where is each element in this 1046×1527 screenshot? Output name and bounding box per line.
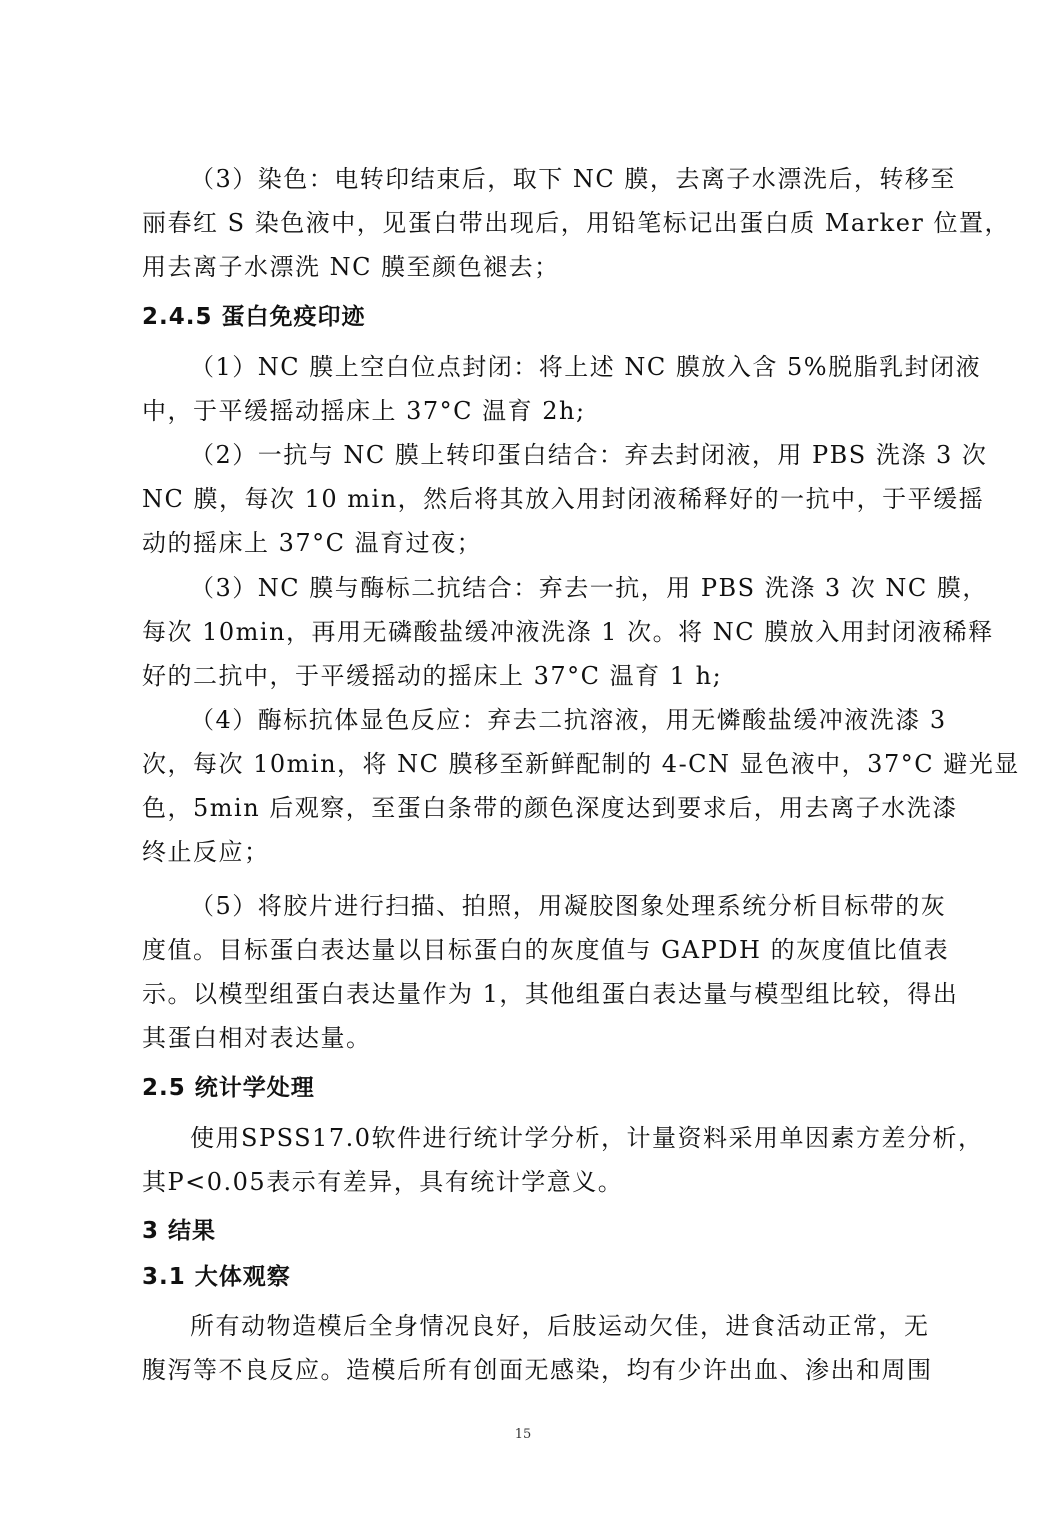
section-heading-3-1: 3.1 大体观察 <box>142 1264 291 1290</box>
para-1-block-line-2: 中，于平缓摇动摇床上 37°C 温育 2h; <box>142 397 586 425</box>
para-5-scan-line-2: 度值。目标蛋白表达量以目标蛋白的灰度值与 GAPDH 的灰度值比值表 <box>142 936 950 964</box>
para-2-primary-antibody-line-1: （2）一抗与 NC 膜上转印蛋白结合：弃去封闭液，用 PBS 洗涤 3 次 <box>190 441 988 469</box>
para-statistics-line-1: 使用SPSS17.0软件进行统计学分析，计量资料采用单因素方差分析， <box>190 1124 984 1152</box>
para-5-scan-line-1: （5）将胶片进行扫描、拍照，用凝胶图象处理系统分析目标带的灰 <box>190 892 947 920</box>
para-3-stain-line-1: （3）染色：电转印结束后，取下 NC 膜，去离子水漂洗后，转移至 <box>190 165 956 193</box>
para-5-scan-line-4: 其蛋白相对表达量。 <box>142 1024 372 1052</box>
para-3-secondary-antibody-line-1: （3）NC 膜与酶标二抗结合：弃去一抗，用 PBS 洗涤 3 次 NC 膜， <box>190 574 988 602</box>
para-5-scan-line-3: 示。以模型组蛋白表达量作为 1，其他组蛋白表达量与模型组比较，得出 <box>142 980 959 1008</box>
para-2-primary-antibody-line-2: NC 膜，每次 10 min，然后将其放入用封闭液稀释好的一抗中，于平缓摇 <box>142 485 985 513</box>
para-4-color-reaction-line-3: 色，5min 后观察，至蛋白条带的颜色深度达到要求后，用去离子水洗漆 <box>142 794 958 822</box>
section-heading-3: 3 结果 <box>142 1218 217 1244</box>
para-gross-observation-line-2: 腹泻等不良反应。造模后所有创面无感染，均有少许出血、渗出和周围 <box>142 1356 933 1384</box>
para-4-color-reaction-line-2: 次，每次 10min，将 NC 膜移至新鲜配制的 4-CN 显色液中，37°C 避光显 <box>142 750 1020 778</box>
para-3-stain-line-3: 用去离子水漂洗 NC 膜至颜色褪去； <box>142 253 560 281</box>
para-gross-observation-line-1: 所有动物造模后全身情况良好，后肢运动欠佳，进食活动正常，无 <box>190 1312 930 1340</box>
para-3-stain-line-2: 丽春红 S 染色液中，见蛋白带出现后，用铅笔标记出蛋白质 Marker 位置， <box>142 209 1011 237</box>
section-heading-2-4-5: 2.4.5 蛋白免疫印迹 <box>142 304 366 330</box>
para-4-color-reaction-line-4: 终止反应； <box>142 838 270 866</box>
para-3-secondary-antibody-line-3: 好的二抗中，于平缓摇动的摇床上 37°C 温育 1 h; <box>142 662 723 690</box>
para-2-primary-antibody-line-3: 动的摇床上 37°C 温育过夜； <box>142 529 483 557</box>
page-number: 15 <box>514 1427 532 1442</box>
section-heading-2-5: 2.5 统计学处理 <box>142 1075 315 1101</box>
para-3-secondary-antibody-line-2: 每次 10min，再用无磷酸盐缓冲液洗涤 1 次。将 NC 膜放入用封闭液稀释 <box>142 618 994 646</box>
para-4-color-reaction-line-1: （4）酶标抗体显色反应：弃去二抗溶液，用无憐酸盐缓冲液洗漆 3 <box>190 706 947 734</box>
para-1-block-line-1: （1）NC 膜上空白位点封闭：将上述 NC 膜放入含 5%脱脂乳封闭液 <box>190 353 982 381</box>
para-statistics-line-2: 其P<0.05表示有差异，具有统计学意义。 <box>142 1168 624 1196</box>
